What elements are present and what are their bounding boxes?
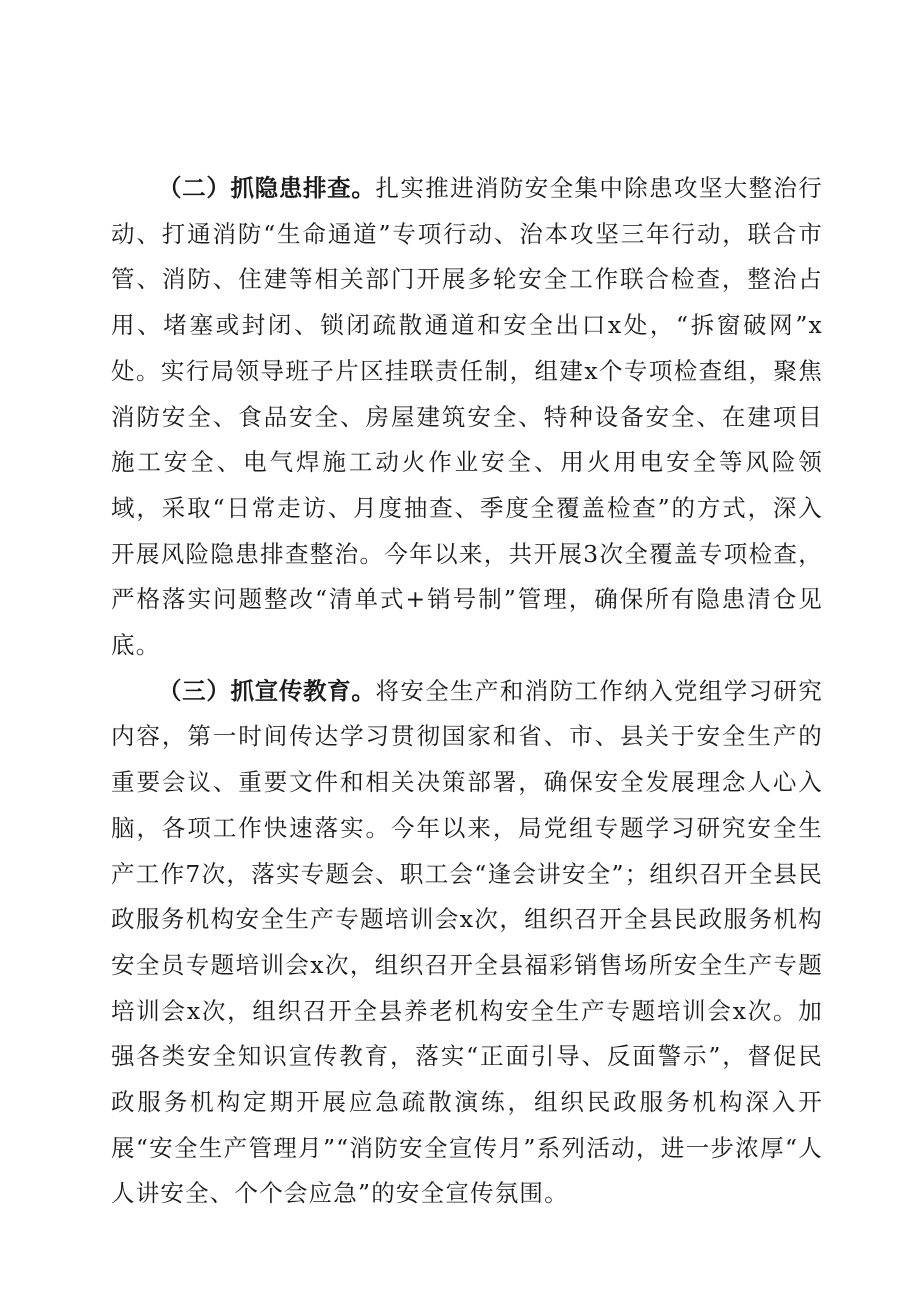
document-body: [111, 166, 823, 1217]
paragraph-heading: （二）抓隐患排查。: [158, 174, 376, 202]
paragraph-text: 将安全生产和消防工作纳入党组学习研究内容，第一时间传达学习贯彻国家和省、市、县关于安全生产的重要会议、重要文件和相关决策部署，确保安全发展理念人心入脑，各项工作快速落实。今年以来，局党组专题学习研究安全生产工作7次，落实专题会、职工会“逢会讲安全”；组织召开全县民政服务机构安全生产专题培训会x次，组织召开全县民政服务机构安全员专题培训会x次，组织召开全县福彩销售场所安全生产专题培训会x次，组织召开全县养老机构安全生产专题培训会x次。加强各类安全知识宣传教育，落实“正面引导、反面警示”，督促民政服务机构定期开展应急疏散演练，组织民政服务机构深入开展“安全生产管理月”“消防安全宣传月”系列活动，进一步浓厚“人人讲安全、个个会应急”的安全宣传氛围。: [111, 676, 824, 1208]
paragraph-text: 扎实推进消防安全集中除患攻坚大整治行动、打通消防“生命通道”专项行动、治本攻坚三年行动，联合市管、消防、住建等相关部门开展多轮安全工作联合检查，整治占用、堵塞或封闭、锁闭疏散通道和安全出口x处，“拆窗破网”x处。实行局领导班子片区挂联责任制，组建x个专项检查组，聚焦消防安全、食品安全、房屋建筑安全、特种设备安全、在建项目施工安全、电气焊施工动火作业安全、用火用电安全等风险领域，采取“日常走访、月度抽查、季度全覆盖检查”的方式，深入开展风险隐患排查整治。今年以来，共开展3次全覆盖专项检查，严格落实问题整改“清单式+销号制”管理，确保所有隐患清仓见底。: [111, 174, 824, 660]
paragraph-heading: （三）抓宣传教育。: [158, 676, 376, 705]
paragraph-hidden-danger-inspection: [111, 166, 823, 669]
paragraph-publicity-education: [111, 669, 823, 1217]
